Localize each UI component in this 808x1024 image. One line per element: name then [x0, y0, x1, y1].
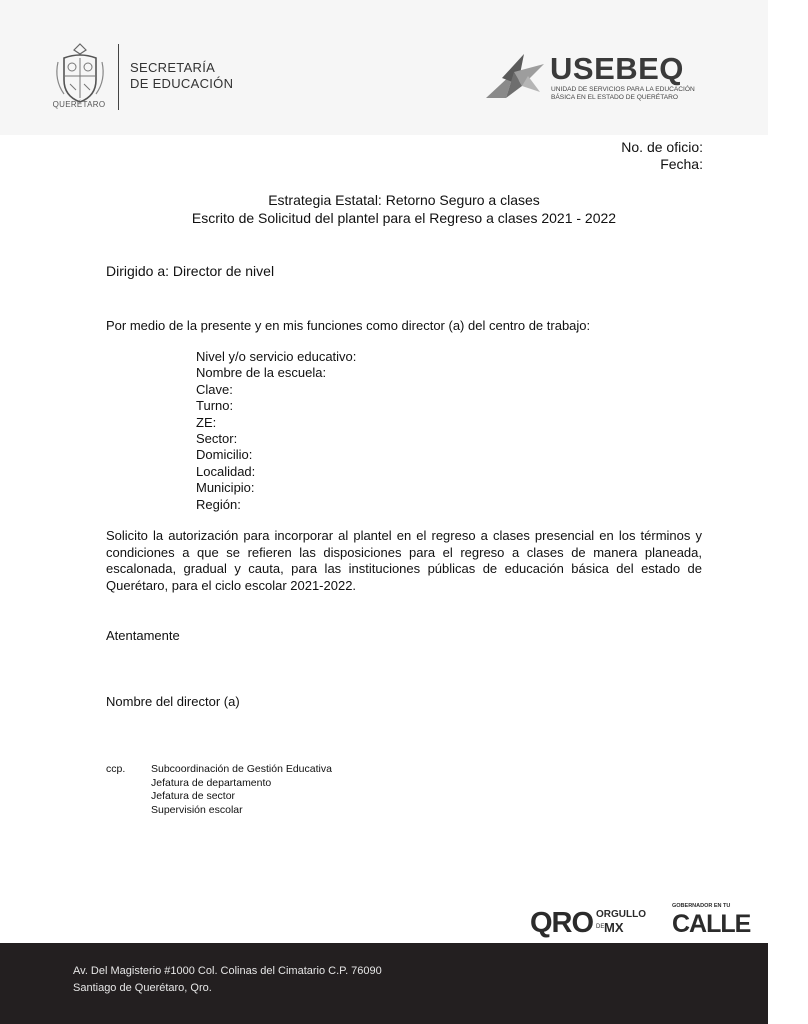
secretaria-logo-text [130, 60, 233, 92]
svg-text:QRO: QRO [530, 907, 594, 939]
qro-orgullo-mx-logo [530, 903, 650, 937]
request-paragraph: Solicito la autorización para incorporar al plantel en el regreso a clases presencial en los términos y condiciones a que se refieren las disposiciones para el regreso a clases de manera planeada, escalonada, gradual y cauta, para las instituciones públicas de educación básica del estado de Querétaro, para el ciclo escolar 2021-2022. [106, 528, 702, 593]
letterhead [0, 0, 768, 135]
ccp-item: Supervisión escolar [151, 803, 243, 816]
usebeq-wordmark: USEBEQ [550, 51, 684, 86]
field-nivel: Nivel y/o servicio educativo: [196, 349, 357, 364]
ccp-item: Subcoordinación de Gestión Educativa [151, 763, 332, 775]
usebeq-subtitle-line-1: UNIDAD DE SERVICIOS PARA LA EDUCACIÓN [551, 86, 695, 93]
field-ze: ZE: [196, 414, 217, 430]
intro-paragraph: Por medio de la presente y en mis funciones como director (a) del centro de trabajo: [106, 318, 591, 333]
oficio-meta [621, 139, 703, 173]
title-line-1: Estrategia Estatal: Retorno Seguro a clases [268, 192, 540, 208]
svg-text:DE: DE [596, 924, 605, 930]
signature-line: Nombre del director (a) [106, 694, 240, 709]
footer-line-2: Santiago de Querétaro, Qro. [73, 981, 212, 994]
footer [0, 943, 768, 1024]
field-turno: Turno: [196, 398, 234, 414]
svg-text:GOBERNADOR EN TU: GOBERNADOR EN TU [672, 903, 731, 909]
footer-line-1: Av. Del Magisterio #1000 Col. Colinas del Cimatario C.P. 76090 [73, 965, 382, 977]
footer-address [73, 963, 382, 996]
title-line-2: Escrito de Solicitud del plantel para el Regreso a clases 2021 - 2022 [191, 210, 617, 226]
ccp-item: Jefatura de sector [151, 790, 236, 802]
ccp-label: ccp. [106, 763, 126, 775]
field-nombre-escuela: Nombre de la escuela: [196, 365, 327, 381]
header-divider [118, 44, 119, 110]
seal-caption: QUERÉTARO [52, 100, 106, 109]
field-region: Región: [196, 496, 241, 512]
svg-text:MX: MX [604, 920, 624, 935]
field-localidad: Localidad: [196, 463, 256, 479]
svg-text:ORGULLO: ORGULLO [596, 909, 646, 920]
ccp-list [151, 763, 332, 817]
field-sector: Sector: [196, 431, 238, 447]
field-municipio: Municipio: [196, 480, 255, 496]
fecha-label: Fecha: [660, 156, 703, 172]
ccp-item: Jefatura de departamento [151, 776, 272, 789]
usebeq-bird-icon [484, 52, 546, 100]
school-fields-list [196, 349, 356, 513]
svg-text:CALLE: CALLE [672, 910, 751, 938]
secretaria-line-1: SECRETARÍA [130, 60, 216, 75]
usebeq-subtitle [551, 86, 695, 102]
addressee: Dirigido a: Director de nivel [106, 263, 275, 279]
closing: Atentamente [106, 628, 180, 643]
usebeq-subtitle-line-2: BÁSICA EN EL ESTADO DE QUERÉTARO [551, 94, 679, 101]
oficio-number-label: No. de oficio: [621, 139, 703, 155]
secretaria-line-2: DE EDUCACIÓN [130, 76, 234, 91]
gobernador-en-tu-calle-logo [670, 900, 751, 938]
field-clave: Clave: [196, 381, 233, 397]
document-title [0, 191, 808, 227]
field-domicilio: Domicilio: [196, 447, 253, 463]
